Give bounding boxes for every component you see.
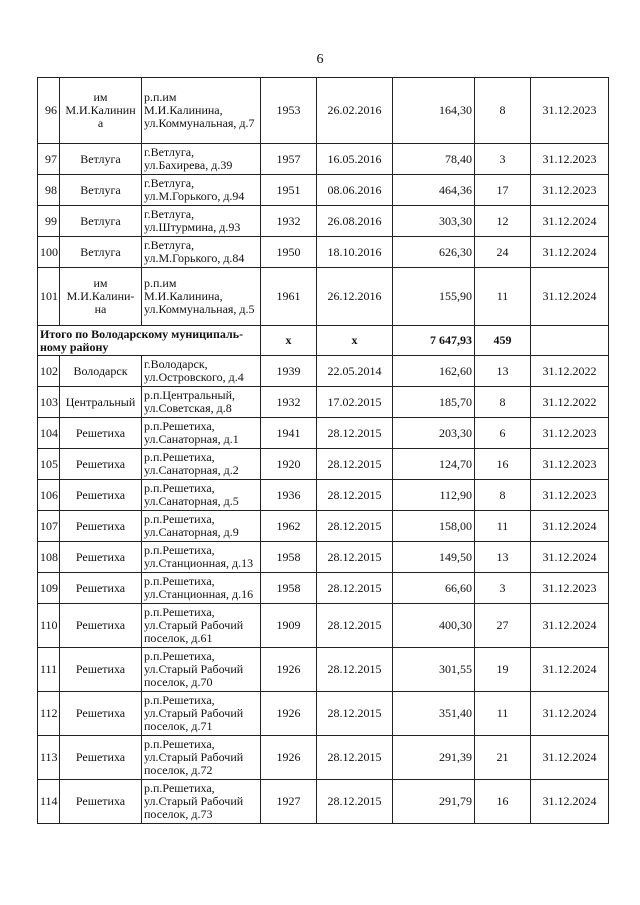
table-row bbox=[38, 356, 609, 387]
locality-cell: Решетиха bbox=[60, 780, 142, 824]
address-cell: р.п.Решетиха, ул.Старый Рабочий поселок, д.70 bbox=[142, 648, 261, 692]
locality-cell: Решетиха bbox=[60, 648, 142, 692]
recognition-date-cell: 28.12.2015 bbox=[317, 573, 393, 604]
row-number-cell: 106 bbox=[38, 480, 60, 511]
row-number-cell: 102 bbox=[38, 356, 60, 387]
table-row bbox=[38, 206, 609, 237]
table-row bbox=[38, 387, 609, 418]
year-built-cell: 1926 bbox=[261, 692, 317, 736]
table-row bbox=[38, 648, 609, 692]
locality-cell: Решетиха bbox=[60, 736, 142, 780]
locality-cell: им М.И.Калини- на bbox=[60, 268, 142, 326]
deadline-cell: 31.12.2023 bbox=[531, 480, 609, 511]
deadline-cell: 31.12.2024 bbox=[531, 648, 609, 692]
recognition-date-cell: 28.12.2015 bbox=[317, 604, 393, 648]
area-cell: 78,40 bbox=[393, 144, 475, 175]
deadline-cell: 31.12.2023 bbox=[531, 78, 609, 144]
row-number-cell: 100 bbox=[38, 237, 60, 268]
deadline-cell: 31.12.2024 bbox=[531, 542, 609, 573]
address-cell: р.п.Решетиха, ул.Санаторная, д.5 bbox=[142, 480, 261, 511]
residents-cell: 27 bbox=[475, 604, 531, 648]
residents-cell: 16 bbox=[475, 780, 531, 824]
locality-cell: Володарск bbox=[60, 356, 142, 387]
locality-cell: Решетиха bbox=[60, 449, 142, 480]
locality-cell: Ветлуга bbox=[60, 144, 142, 175]
residents-cell: 11 bbox=[475, 511, 531, 542]
residents-cell: 24 bbox=[475, 237, 531, 268]
area-cell: 124,70 bbox=[393, 449, 475, 480]
total-people-cell: 459 bbox=[475, 326, 531, 356]
deadline-cell: 31.12.2024 bbox=[531, 206, 609, 237]
address-cell: р.п.Решетиха, ул.Станционная, д.13 bbox=[142, 542, 261, 573]
housing-registry-table bbox=[37, 77, 609, 824]
address-cell: р.п.им М.И.Калинина, ул.Коммунальная, д.5 bbox=[142, 268, 261, 326]
deadline-cell: 31.12.2024 bbox=[531, 736, 609, 780]
year-built-cell: 1950 bbox=[261, 237, 317, 268]
locality-cell: Решетиха bbox=[60, 692, 142, 736]
residents-cell: 12 bbox=[475, 206, 531, 237]
year-built-cell: 1958 bbox=[261, 573, 317, 604]
table-row bbox=[38, 78, 609, 144]
residents-cell: 13 bbox=[475, 542, 531, 573]
area-cell: 155,90 bbox=[393, 268, 475, 326]
row-number-cell: 105 bbox=[38, 449, 60, 480]
deadline-cell: 31.12.2022 bbox=[531, 387, 609, 418]
recognition-date-cell: 28.12.2015 bbox=[317, 692, 393, 736]
row-number-cell: 96 bbox=[38, 78, 60, 144]
year-built-cell: 1951 bbox=[261, 175, 317, 206]
recognition-date-cell: 28.12.2015 bbox=[317, 511, 393, 542]
residents-cell: 8 bbox=[475, 387, 531, 418]
page-number: 6 bbox=[316, 52, 324, 67]
address-cell: р.п.Решетиха, ул.Санаторная, д.9 bbox=[142, 511, 261, 542]
total-label-cell: Итого по Володарскому муниципаль- ному району bbox=[38, 326, 261, 356]
area-cell: 301,55 bbox=[393, 648, 475, 692]
row-number-cell: 103 bbox=[38, 387, 60, 418]
deadline-cell: 31.12.2023 bbox=[531, 175, 609, 206]
year-built-cell: 1926 bbox=[261, 736, 317, 780]
table-row bbox=[38, 573, 609, 604]
recognition-date-cell: 16.05.2016 bbox=[317, 144, 393, 175]
recognition-date-cell: 28.12.2015 bbox=[317, 480, 393, 511]
locality-cell: Решетиха bbox=[60, 604, 142, 648]
table-body bbox=[38, 78, 609, 824]
deadline-cell: 31.12.2022 bbox=[531, 356, 609, 387]
area-cell: 164,30 bbox=[393, 78, 475, 144]
total-row bbox=[38, 326, 609, 356]
area-cell: 303,30 bbox=[393, 206, 475, 237]
address-cell: р.п.Решетиха, ул.Старый Рабочий поселок, д.61 bbox=[142, 604, 261, 648]
residents-cell: 3 bbox=[475, 144, 531, 175]
year-built-cell: 1936 bbox=[261, 480, 317, 511]
address-cell: р.п.Решетиха, ул.Санаторная, д.2 bbox=[142, 449, 261, 480]
row-number-cell: 107 bbox=[38, 511, 60, 542]
area-cell: 626,30 bbox=[393, 237, 475, 268]
total-deadline-cell bbox=[531, 326, 609, 356]
residents-cell: 21 bbox=[475, 736, 531, 780]
area-cell: 66,60 bbox=[393, 573, 475, 604]
residents-cell: 11 bbox=[475, 268, 531, 326]
year-built-cell: 1932 bbox=[261, 387, 317, 418]
deadline-cell: 31.12.2023 bbox=[531, 418, 609, 449]
total-area-cell: 7 647,93 bbox=[393, 326, 475, 356]
deadline-cell: 31.12.2023 bbox=[531, 144, 609, 175]
year-built-cell: 1927 bbox=[261, 780, 317, 824]
residents-cell: 6 bbox=[475, 418, 531, 449]
table-row bbox=[38, 144, 609, 175]
area-cell: 162,60 bbox=[393, 356, 475, 387]
area-cell: 464,36 bbox=[393, 175, 475, 206]
row-number-cell: 112 bbox=[38, 692, 60, 736]
recognition-date-cell: 28.12.2015 bbox=[317, 542, 393, 573]
recognition-date-cell: 28.12.2015 bbox=[317, 736, 393, 780]
deadline-cell: 31.12.2023 bbox=[531, 449, 609, 480]
address-cell: р.п.Центральный, ул.Советская, д.8 bbox=[142, 387, 261, 418]
recognition-date-cell: 26.02.2016 bbox=[317, 78, 393, 144]
year-built-cell: 1962 bbox=[261, 511, 317, 542]
address-cell: р.п.Решетиха, ул.Старый Рабочий поселок, д.73 bbox=[142, 780, 261, 824]
deadline-cell: 31.12.2024 bbox=[531, 511, 609, 542]
recognition-date-cell: 28.12.2015 bbox=[317, 648, 393, 692]
address-cell: р.п.Решетиха, ул.Старый Рабочий поселок, д.71 bbox=[142, 692, 261, 736]
year-built-cell: 1958 bbox=[261, 542, 317, 573]
recognition-date-cell: 22.05.2014 bbox=[317, 356, 393, 387]
table-row bbox=[38, 604, 609, 648]
year-built-cell: 1932 bbox=[261, 206, 317, 237]
recognition-date-cell: 08.06.2016 bbox=[317, 175, 393, 206]
address-cell: р.п.им М.И.Калинина, ул.Коммунальная, д.7 bbox=[142, 78, 261, 144]
row-number-cell: 99 bbox=[38, 206, 60, 237]
row-number-cell: 111 bbox=[38, 648, 60, 692]
deadline-cell: 31.12.2024 bbox=[531, 604, 609, 648]
locality-cell: Решетиха bbox=[60, 418, 142, 449]
row-number-cell: 110 bbox=[38, 604, 60, 648]
row-number-cell: 101 bbox=[38, 268, 60, 326]
recognition-date-cell: 26.12.2016 bbox=[317, 268, 393, 326]
recognition-date-cell: 28.12.2015 bbox=[317, 449, 393, 480]
year-built-cell: 1920 bbox=[261, 449, 317, 480]
deadline-cell: 31.12.2023 bbox=[531, 573, 609, 604]
locality-cell: им М.И.Калинин а bbox=[60, 78, 142, 144]
row-number-cell: 109 bbox=[38, 573, 60, 604]
residents-cell: 8 bbox=[475, 480, 531, 511]
row-number-cell: 114 bbox=[38, 780, 60, 824]
recognition-date-cell: 17.02.2015 bbox=[317, 387, 393, 418]
area-cell: 149,50 bbox=[393, 542, 475, 573]
table-row bbox=[38, 480, 609, 511]
area-cell: 185,70 bbox=[393, 387, 475, 418]
locality-cell: Ветлуга bbox=[60, 237, 142, 268]
address-cell: г.Володарск, ул.Островского, д.4 bbox=[142, 356, 261, 387]
area-cell: 291,39 bbox=[393, 736, 475, 780]
recognition-date-cell: 28.12.2015 bbox=[317, 418, 393, 449]
total-date-cell: х bbox=[317, 326, 393, 356]
year-built-cell: 1941 bbox=[261, 418, 317, 449]
area-cell: 158,00 bbox=[393, 511, 475, 542]
recognition-date-cell: 26.08.2016 bbox=[317, 206, 393, 237]
row-number-cell: 98 bbox=[38, 175, 60, 206]
table-row bbox=[38, 418, 609, 449]
residents-cell: 17 bbox=[475, 175, 531, 206]
deadline-cell: 31.12.2024 bbox=[531, 780, 609, 824]
address-cell: г.Ветлуга, ул.Бахирева, д.39 bbox=[142, 144, 261, 175]
area-cell: 400,30 bbox=[393, 604, 475, 648]
residents-cell: 11 bbox=[475, 692, 531, 736]
address-cell: р.п.Решетиха, ул.Станционная, д.16 bbox=[142, 573, 261, 604]
year-built-cell: 1953 bbox=[261, 78, 317, 144]
locality-cell: Решетиха bbox=[60, 511, 142, 542]
address-cell: г.Ветлуга, ул.Штурмина, д.93 bbox=[142, 206, 261, 237]
residents-cell: 19 bbox=[475, 648, 531, 692]
table-row bbox=[38, 736, 609, 780]
table-row bbox=[38, 780, 609, 824]
area-cell: 203,30 bbox=[393, 418, 475, 449]
recognition-date-cell: 18.10.2016 bbox=[317, 237, 393, 268]
locality-cell: Ветлуга bbox=[60, 206, 142, 237]
residents-cell: 16 bbox=[475, 449, 531, 480]
row-number-cell: 113 bbox=[38, 736, 60, 780]
year-built-cell: 1909 bbox=[261, 604, 317, 648]
locality-cell: Решетиха bbox=[60, 573, 142, 604]
address-cell: г.Ветлуга, ул.М.Горького, д.94 bbox=[142, 175, 261, 206]
locality-cell: Ветлуга bbox=[60, 175, 142, 206]
table-row bbox=[38, 449, 609, 480]
locality-cell: Решетиха bbox=[60, 480, 142, 511]
residents-cell: 3 bbox=[475, 573, 531, 604]
residents-cell: 8 bbox=[475, 78, 531, 144]
locality-cell: Центральный bbox=[60, 387, 142, 418]
row-number-cell: 97 bbox=[38, 144, 60, 175]
year-built-cell: 1957 bbox=[261, 144, 317, 175]
area-cell: 291,79 bbox=[393, 780, 475, 824]
table-row bbox=[38, 511, 609, 542]
area-cell: 351,40 bbox=[393, 692, 475, 736]
table-row bbox=[38, 692, 609, 736]
total-year-cell: х bbox=[261, 326, 317, 356]
deadline-cell: 31.12.2024 bbox=[531, 692, 609, 736]
year-built-cell: 1961 bbox=[261, 268, 317, 326]
address-cell: р.п.Решетиха, ул.Санаторная, д.1 bbox=[142, 418, 261, 449]
table-row bbox=[38, 268, 609, 326]
area-cell: 112,90 bbox=[393, 480, 475, 511]
year-built-cell: 1939 bbox=[261, 356, 317, 387]
deadline-cell: 31.12.2024 bbox=[531, 237, 609, 268]
address-cell: р.п.Решетиха, ул.Старый Рабочий поселок, д.72 bbox=[142, 736, 261, 780]
recognition-date-cell: 28.12.2015 bbox=[317, 780, 393, 824]
address-cell: г.Ветлуга, ул.М.Горького, д.84 bbox=[142, 237, 261, 268]
deadline-cell: 31.12.2024 bbox=[531, 268, 609, 326]
residents-cell: 13 bbox=[475, 356, 531, 387]
year-built-cell: 1926 bbox=[261, 648, 317, 692]
table-row bbox=[38, 237, 609, 268]
locality-cell: Решетиха bbox=[60, 542, 142, 573]
table-row bbox=[38, 175, 609, 206]
row-number-cell: 108 bbox=[38, 542, 60, 573]
row-number-cell: 104 bbox=[38, 418, 60, 449]
table-row bbox=[38, 542, 609, 573]
